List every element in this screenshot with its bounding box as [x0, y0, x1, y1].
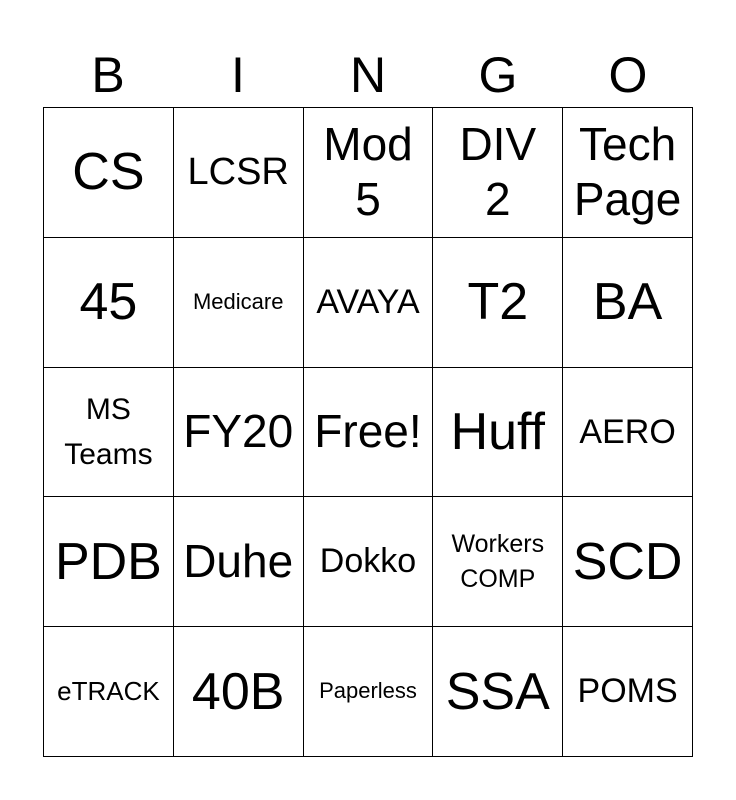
bingo-cell-r5-c5[interactable] [563, 627, 693, 757]
cell-label: DIV 2 [459, 118, 537, 226]
cell-label: AERO [579, 412, 676, 451]
cell-label: eTRACK [57, 676, 160, 707]
cell-label: 45 [79, 273, 138, 332]
bingo-cell-r2-c1[interactable] [44, 238, 174, 368]
cell-label: Free! [314, 405, 422, 458]
header-letter-i: I [231, 47, 245, 103]
bingo-cell-r2-c4[interactable] [433, 238, 563, 368]
cell-label: FY20 [183, 405, 294, 458]
bingo-cell-r5-c1[interactable] [44, 627, 174, 757]
cell-label: Duhe [183, 535, 294, 588]
cell-label: Mod 5 [323, 118, 413, 226]
cell-label: SCD [572, 532, 683, 591]
cell-label: LCSR [187, 150, 289, 193]
header-letter-o: O [608, 47, 648, 103]
cell-label: SSA [445, 662, 550, 721]
header-letter-g: G [478, 47, 518, 103]
bingo-cell-r1-c1[interactable] [44, 108, 174, 238]
cell-label: T2 [467, 273, 529, 332]
bingo-cell-r1-c4[interactable] [433, 108, 563, 238]
bingo-cell-r5-c2[interactable] [174, 627, 304, 757]
bingo-cell-r4-c2[interactable] [174, 497, 304, 627]
bingo-cell-r1-c3[interactable] [304, 108, 434, 238]
bingo-cell-r4-c4[interactable] [433, 497, 563, 627]
bingo-cell-r3-c5[interactable] [563, 368, 693, 498]
bingo-cell-r3-c4[interactable] [433, 368, 563, 498]
cell-label: Medicare [192, 289, 284, 314]
cell-label: CS [72, 143, 145, 202]
bingo-cell-r2-c2[interactable] [174, 238, 304, 368]
bingo-cell-r5-c3[interactable] [304, 627, 434, 757]
cell-label: AVAYA [316, 282, 420, 321]
cell-label: Workers COMP [451, 529, 545, 593]
cell-label: Dokko [319, 542, 417, 581]
cell-label: 40B [191, 662, 285, 721]
bingo-cell-r5-c4[interactable] [433, 627, 563, 757]
cell-label: Tech Page [573, 118, 682, 226]
bingo-cell-r2-c3[interactable] [304, 238, 434, 368]
bingo-header [43, 44, 693, 106]
cell-label: Paperless [319, 678, 417, 704]
header-letter-n: N [349, 47, 387, 103]
header-letter-b: B [91, 47, 125, 103]
cell-label: MS Teams [64, 392, 153, 471]
bingo-cell-r1-c5[interactable] [563, 108, 693, 238]
bingo-cell-r3-c2[interactable] [174, 368, 304, 498]
cell-label: PDB [54, 532, 162, 591]
bingo-cell-r3-c3[interactable] [304, 368, 434, 498]
bingo-cell-r4-c3[interactable] [304, 497, 434, 627]
cell-label: Huff [450, 402, 545, 461]
bingo-board [43, 107, 693, 757]
cell-label: POMS [577, 672, 678, 711]
bingo-cell-r1-c2[interactable] [174, 108, 304, 238]
bingo-cell-r4-c5[interactable] [563, 497, 693, 627]
cell-label: BA [592, 273, 663, 332]
bingo-cell-r4-c1[interactable] [44, 497, 174, 627]
bingo-cell-r3-c1[interactable] [44, 368, 174, 498]
bingo-cell-r2-c5[interactable] [563, 238, 693, 368]
